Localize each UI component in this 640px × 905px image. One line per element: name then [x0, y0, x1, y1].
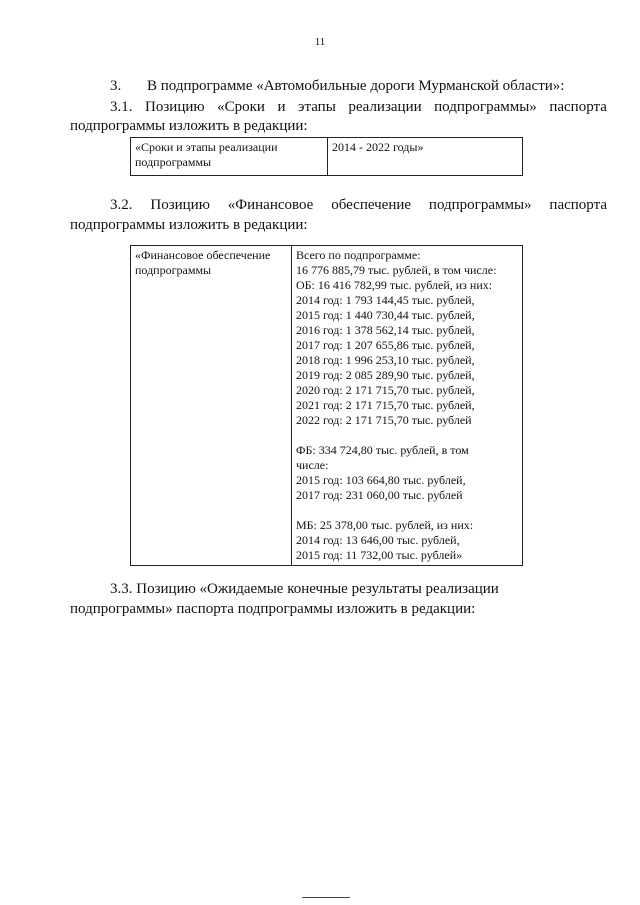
financing-value-line: 2019 год: 2 085 289,90 тыс. рублей, — [296, 368, 475, 382]
item-3-2-line-1 — [110, 196, 607, 214]
item-3-1-word: Позицию — [145, 99, 205, 115]
financing-value-line: числе: — [296, 458, 329, 472]
financing-value-line: 2015 год: 103 664,80 тыс. рублей, — [296, 473, 466, 487]
item-3-1-word: подпрограммы» — [434, 99, 537, 115]
footer-rule — [302, 897, 350, 898]
financing-value-line: 2015 год: 1 440 730,44 тыс. рублей, — [296, 308, 475, 322]
financing-value-line: 2017 год: 1 207 655,86 тыс. рублей, — [296, 338, 475, 352]
timeline-label-line: «Сроки и этапы реализации — [135, 140, 278, 154]
financing-label-line: «Финансовое обеспечение — [135, 248, 271, 262]
item-3-1-line-1 — [110, 98, 607, 116]
item-3-2-word: подпрограммы» — [428, 197, 532, 213]
item-3-2-word: «Финансовое — [227, 197, 314, 213]
financing-value-line: МБ: 25 378,00 тыс. рублей, из них: — [296, 518, 474, 532]
financing-value-line: 16 776 885,79 тыс. рублей, в том числе: — [296, 263, 497, 277]
section-3-text: В подпрограмме «Автомобильные дороги Мурманской области»: — [147, 78, 565, 94]
item-3-1-word: этапы — [298, 99, 336, 115]
item-3-2-word: обеспечение — [331, 197, 412, 213]
section-3-number: 3. — [110, 78, 122, 94]
financing-value-line: ОБ: 16 416 782,99 тыс. рублей, из них: — [296, 278, 493, 292]
item-3-1-word: и — [277, 99, 286, 115]
item-3-2-word: 3.2. — [110, 197, 133, 213]
financing-value-line: 2020 год: 2 171 715,70 тыс. рублей, — [296, 383, 475, 397]
item-3-1-word: паспорта — [549, 99, 607, 115]
financing-label-cell — [131, 246, 292, 566]
financing-table — [130, 245, 523, 566]
item-3-1-line-2: подпрограммы изложить в редакции: — [70, 118, 308, 134]
financing-value-line: 2015 год: 11 732,00 тыс. рублей» — [296, 548, 463, 562]
blank-line — [296, 503, 518, 518]
financing-value-line: 2022 год: 2 171 715,70 тыс. рублей — [296, 413, 472, 427]
item-3-2-word: Позицию — [150, 197, 210, 213]
table-row — [131, 138, 523, 176]
item-3-1-word: 3.1. — [110, 99, 133, 115]
item-3-2-line-2: подпрограммы изложить в редакции: — [70, 217, 308, 233]
financing-value-line: 2017 год: 231 060,00 тыс. рублей — [296, 488, 463, 502]
item-3-1-word: «Сроки — [217, 99, 265, 115]
item-3-2-word: паспорта — [549, 197, 607, 213]
item-3-1-word: реализации — [348, 99, 422, 115]
page-number: 11 — [314, 36, 326, 48]
financing-value-line: 2018 год: 1 996 253,10 тыс. рублей, — [296, 353, 475, 367]
timeline-value-cell — [328, 138, 523, 176]
financing-value-line: Всего по подпрограмме: — [296, 248, 421, 262]
financing-value-line: 2016 год: 1 378 562,14 тыс. рублей, — [296, 323, 475, 337]
timeline-table — [130, 137, 523, 176]
financing-value-line: 2021 год: 2 171 715,70 тыс. рублей, — [296, 398, 475, 412]
table-row — [131, 246, 523, 566]
timeline-value: 2014 - 2022 годы» — [332, 140, 424, 154]
timeline-label-line: подпрограммы — [135, 155, 212, 169]
financing-value-line: 2014 год: 13 646,00 тыс. рублей, — [296, 533, 460, 547]
item-3-3-line-1: 3.3. Позицию «Ожидаемые конечные результаты реализации — [110, 581, 499, 597]
financing-label-line: подпрограммы — [135, 263, 212, 277]
financing-value-line: 2014 год: 1 793 144,45 тыс. рублей, — [296, 293, 475, 307]
financing-value-line: ФБ: 334 724,80 тыс. рублей, в том — [296, 443, 469, 457]
timeline-label-cell — [131, 138, 328, 176]
blank-line — [296, 428, 518, 443]
financing-value-cell — [292, 246, 523, 566]
item-3-3-line-2: подпрограммы» паспорта подпрограммы изложить в редакции: — [70, 601, 476, 617]
